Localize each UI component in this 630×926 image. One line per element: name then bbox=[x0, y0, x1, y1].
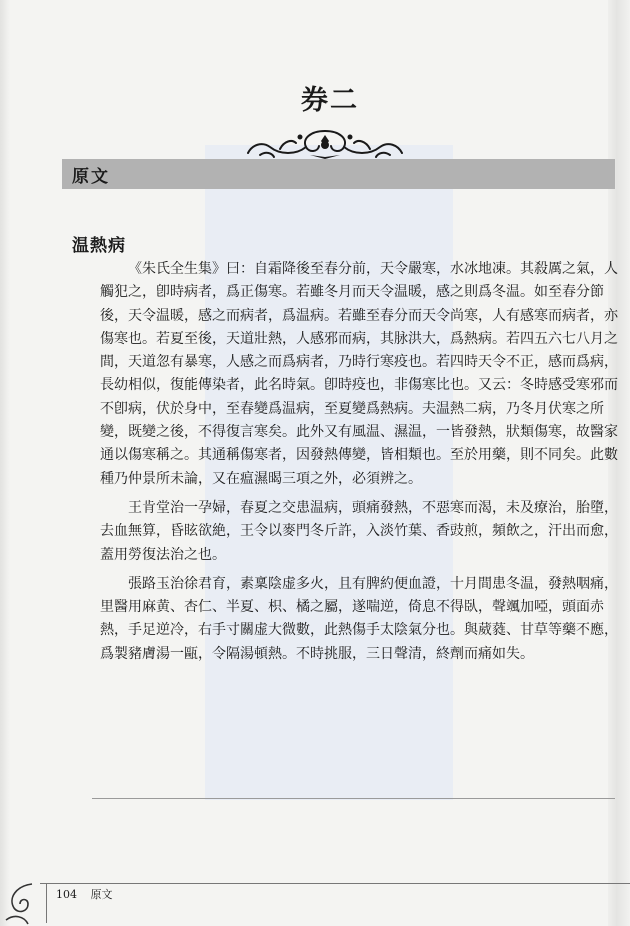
section-label: 原文 bbox=[72, 167, 110, 187]
body-text bbox=[100, 258, 628, 672]
page-footer bbox=[56, 886, 123, 902]
page-number: 104 bbox=[56, 888, 77, 901]
running-head: 原文 bbox=[90, 888, 113, 901]
paragraph-2: 王肯堂治一孕婦，春夏之交患温病，頭痛發熱，不惡寒而渴，未及療治，胎墮，去血無算，昏眩欲絶，王令以麥門冬斤許，入淡竹葉、香豉煎，頻飲之，汗出而愈，蓋用勞復法治之也。 bbox=[100, 499, 618, 563]
footer-ornament bbox=[2, 880, 42, 926]
footer-rule bbox=[40, 883, 630, 884]
section-header-bar bbox=[62, 159, 615, 189]
subheading: 温熱病 bbox=[72, 236, 126, 256]
paragraph-3: 張路玉治徐君育，素稟陰虚多火，且有脾約便血證，十月間患冬温，發熱咽痛，里醫用麻黄、杏仁、半夏、枳、橘之屬，遂喘逆，倚息不得臥，聲颯加啞，頭面赤熱，手足逆冷，右手寸關虚大微數，此熱傷手太陰氣分也。與葳蕤、甘草等藥不應，爲製豬膚湯一甌，令隔湯頓熱。不時挑服，三日聲清，終劑而痛如失。 bbox=[100, 575, 618, 662]
bottom-rule bbox=[92, 798, 615, 799]
paragraph-1: 《朱氏全生集》曰：自霜降後至春分前，天令嚴寒，水冰地凍。其殺厲之氣，人觸犯之，卽時病者，爲正傷寒。若雖冬月而天令温暖，感之則爲冬温。如至春分節後，天令温暖，感之而病者，爲温病。若雖至春分而天令尚寒，人有感寒而病者，亦傷寒也。若夏至後，天道壯熱，人感邪而病，其脉洪大，爲熱病。若四五六七八月之間，天道忽有暴寒，人感之而爲病者，乃時行寒疫也。若四時天令不正，感而爲病，長幼相似，復能傳染者，此名時氣。卽時疫也，非傷寒比也。又云：冬時感受寒邪而不卽病，伏於身中，至春變爲温病，至夏變爲熱病。夫温熱二病，乃冬月伏寒之所變，既變之後，不得復言寒矣。此外又有風温、濕温，一皆發熱，狀類傷寒，故醫家通以傷寒稱之。其通稱傷寒者，因發熱傳變，皆相類也。至於用藥，則不同矣。此數種乃仲景所未論，又在瘟濕暍三項之外，必須辨之。 bbox=[100, 261, 618, 487]
page-edge-left bbox=[0, 0, 10, 926]
ornament-divider bbox=[240, 125, 410, 163]
footer-divider bbox=[46, 883, 47, 923]
chapter-title: 券二 bbox=[301, 85, 359, 116]
